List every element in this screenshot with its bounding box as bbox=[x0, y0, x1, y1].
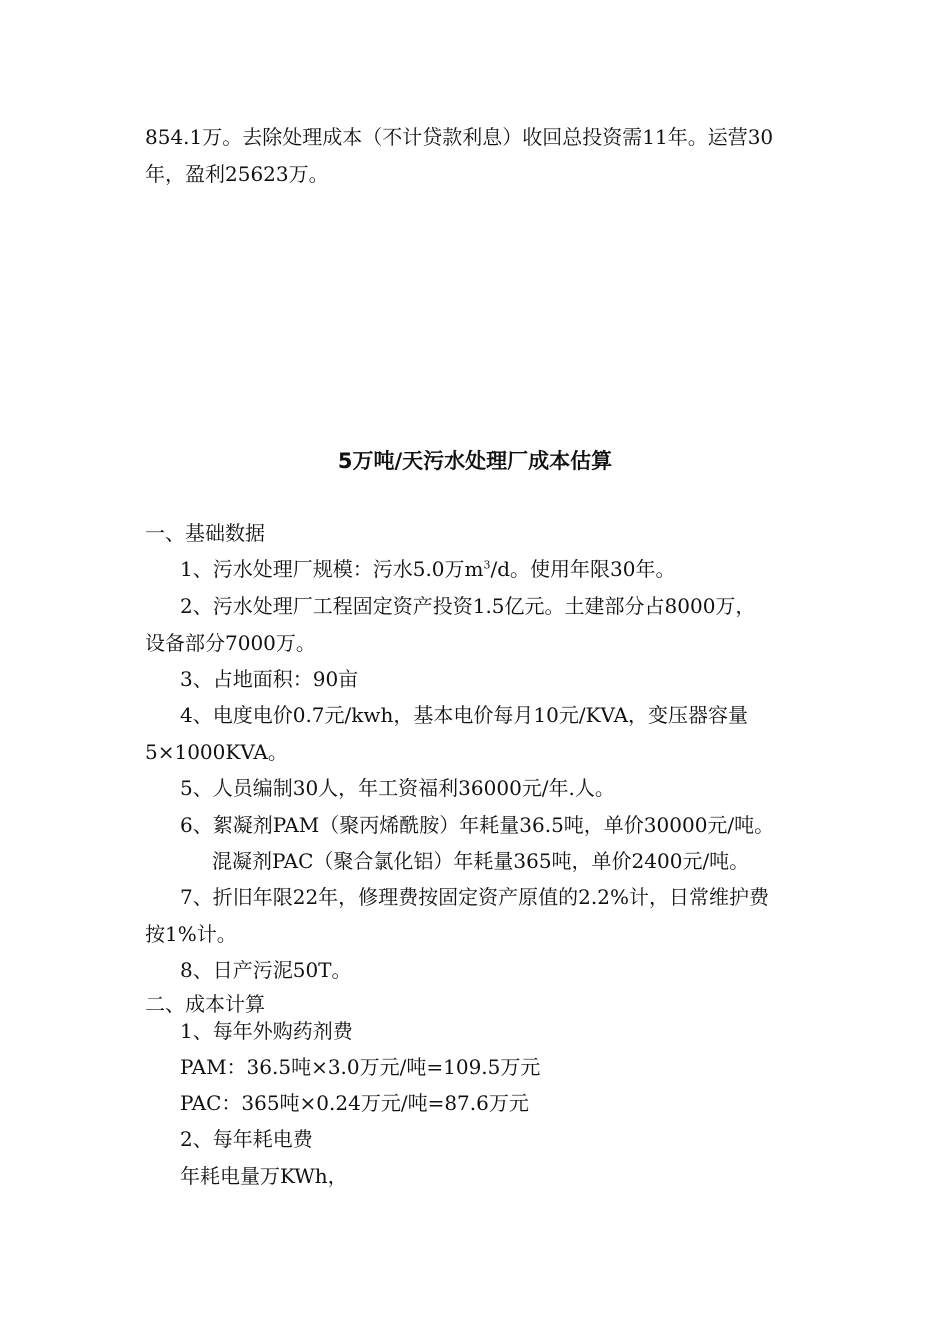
cost-sub-2: 2、每年耗电费 bbox=[180, 1127, 313, 1151]
basic-item-5: 5、人员编制30人，年工资福利36000元/年.人。 bbox=[180, 776, 615, 800]
document-title: 5万吨/天污水处理厂成本估算 bbox=[337, 449, 613, 473]
pac-calc: PAC：365吨×0.24万元/吨=87.6万元 bbox=[180, 1091, 529, 1115]
basic-item-3: 3、占地面积：90亩 bbox=[180, 667, 359, 691]
section-heading-basic-data: 一、基础数据 bbox=[145, 521, 265, 545]
pam-calc: PAM：36.5吨×3.0万元/吨=109.5万元 bbox=[180, 1055, 541, 1079]
intro-line-2: 年，盈利25623万。 bbox=[145, 162, 329, 186]
cost-sub-1: 1、每年外购药剂费 bbox=[180, 1019, 353, 1043]
basic-item-4-line-2: 5×1000KVA。 bbox=[145, 740, 288, 764]
basic-item-7-line-1: 7、折旧年限22年，修理费按固定资产原值的2.2%计，日常维护费 bbox=[180, 885, 769, 909]
basic-item-2-line-1: 2、污水处理厂工程固定资产投资1.5亿元。土建部分占8000万， bbox=[180, 594, 756, 618]
section-heading-cost-calc: 二、成本计算 bbox=[145, 992, 265, 1016]
intro-line-1: 854.1万。去除处理成本（不计贷款利息）收回总投资需11年。运营30 bbox=[145, 125, 774, 149]
basic-item-7-line-2: 按1%计。 bbox=[145, 922, 237, 946]
basic-item-2-line-2: 设备部分7000万。 bbox=[145, 631, 316, 655]
basic-item-6-line-2: 混凝剂PAC（聚合氯化铝）年耗量365吨，单价2400元/吨。 bbox=[212, 849, 750, 873]
basic-item-1: 1、污水处理厂规模：污水5.0万$m^3/d$。使用年限30年。 bbox=[180, 557, 676, 581]
basic-item-8: 8、日产污泥50T。 bbox=[180, 958, 352, 982]
basic-item-4-line-1: 4、电度电价0.7元/kwh，基本电价每月10元/KVA，变压器容量 bbox=[180, 703, 749, 727]
power-consumption-line: 年耗电量万KWh， bbox=[180, 1164, 348, 1188]
basic-item-6-line-1: 6、絮凝剂PAM（聚丙烯酰胺）年耗量36.5吨，单价30000元/吨。 bbox=[180, 813, 775, 837]
